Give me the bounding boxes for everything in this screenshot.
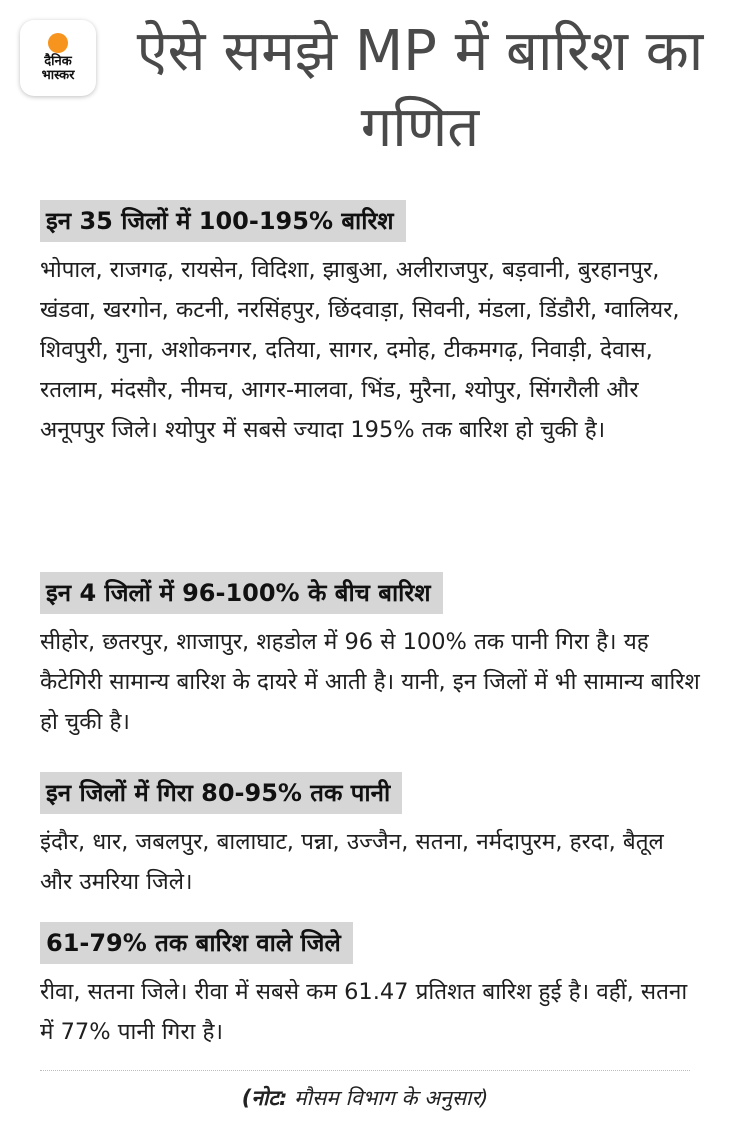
section-heading: इन 4 जिलों में 96-100% के बीच बारिश — [40, 572, 443, 614]
section-heading: इन 35 जिलों में 100-195% बारिश — [40, 200, 406, 242]
page-title: ऐसे समझे MP में बारिश का गणित — [136, 19, 704, 160]
section-100-195 — [40, 200, 700, 450]
logo-text-line2: भास्कर — [41, 68, 75, 83]
section-61-79 — [40, 922, 700, 1052]
footnote-text: मौसम विभाग के अनुसार) — [287, 1086, 489, 1110]
section-body: रीवा, सतना जिले। रीवा में सबसे कम 61.47 प्रतिशत बारिश हुई है। वहीं, सतना में 77% पानी गिरा है। — [40, 979, 688, 1045]
divider — [40, 1070, 690, 1071]
dainik-bhaskar-logo — [20, 20, 96, 96]
section-80-95 — [40, 772, 700, 902]
section-heading: 61-79% तक बारिश वाले जिले — [40, 922, 353, 964]
section-body: इंदौर, धार, जबलपुर, बालाघाट, पन्ना, उज्जैन, सतना, नर्मदापुरम, हरदा, बैतूल और उमरिया जिले। — [40, 829, 664, 895]
logo-text-line1: दैनिक — [44, 54, 72, 69]
footnote-label: (नोट: — [241, 1086, 288, 1110]
section-96-100 — [40, 572, 700, 742]
sun-icon — [48, 33, 68, 53]
section-body: भोपाल, राजगढ़, रायसेन, विदिशा, झाबुआ, अलीराजपुर, बड़वानी, बुरहानपुर, खंडवा, खरगोन, कटनी, नरसिंहपुर, छिंदवाड़ा, सिवनी, मंडला, डिंडौरी, ग्वालियर, शिवपुरी, गुना, अशोकनगर, दतिया, सागर, दमोह, टीकमगढ़, निवाड़ी, देवास, रतलाम, मंदसौर, नीमच, आगर-मालवा, भिंड, मुरैना, श्योपुर, सिंगरौली और अनूपपुर जिले। श्योपुर में सबसे ज्यादा 195% तक बारिश हो चुकी है। — [40, 257, 680, 443]
section-heading: इन जिलों में गिरा 80-95% तक पानी — [40, 772, 402, 814]
footnote — [0, 1084, 730, 1112]
section-body: सीहोर, छतरपुर, शाजापुर, शहडोल में 96 से 100% तक पानी गिरा है। यह कैटेगिरी सामान्य बारिश के दायरे में आती है। यानी, इन जिलों में भी सामान्य बारिश हो चुकी है। — [40, 629, 700, 735]
